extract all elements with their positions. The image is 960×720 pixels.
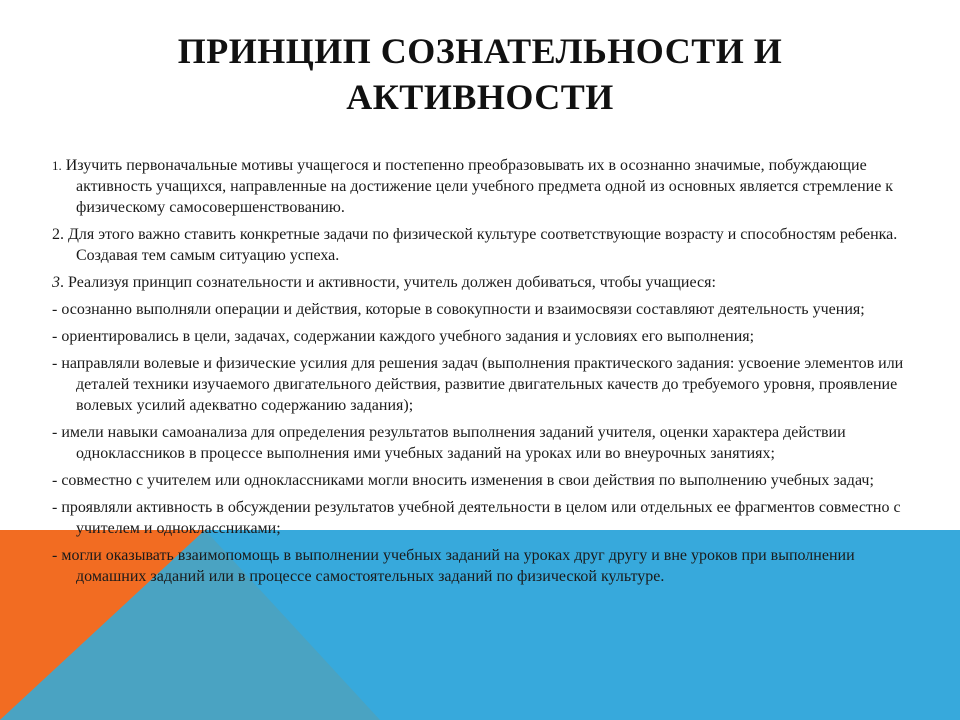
list-item <box>52 326 912 347</box>
list-item <box>52 497 912 539</box>
list-item <box>52 545 912 587</box>
paragraph-1 <box>52 155 912 218</box>
list-item-text: - проявляли активность в обсуждении результатов учебной деятельности в целом или отдельных ее фрагментов совместно с учителем и одноклассниками; <box>52 499 901 537</box>
list-item-text: - ориентировались в цели, задачах, содержании каждого учебного задания и условиях его выполнения; <box>52 328 755 345</box>
list-item-text: - направляли волевые и физические усилия для решения задач (выполнения практического задания: усвоение элементов или деталей техники изучаемого двигательного действия, развитие двигательных качеств до требуемого уровня, проявление волевых усилий адекватно содержанию задания); <box>52 355 904 414</box>
list-item-text: - могли оказывать взаимопомощь в выполнении учебных заданий на уроках друг другу и вне уроков при выполнении домашних заданий или в процессе самостоятельных заданий по физической культуре. <box>52 547 855 585</box>
list-item-text: - имели навыки самоанализа для определения результатов выполнения заданий учителя, оценки характера действии одноклассников в процессе выполнения ими учебных заданий на уроках или во внеурочных занятиях; <box>52 424 846 462</box>
paragraph-text: Изучить первоначальные мотивы учащегося и постепенно преобразовывать их в осознанно значимые, побуждающие активность учащихся, направленные на достижение цели учебного предмета одной из основных является стремление к физическому самосовершенствованию. <box>61 157 894 216</box>
paragraph-text: Для этого важно ставить конкретные задачи по физической культуре соответствующие возрасту и способностям ребенка. Создавая тем самым ситуацию успеха. <box>64 226 898 264</box>
list-item-text: - совместно с учителем или одноклассниками могли вносить изменения в свои действия по выполнению учебных задач; <box>52 472 874 489</box>
list-item <box>52 470 912 491</box>
paragraph-2 <box>52 224 912 266</box>
list-item <box>52 299 912 320</box>
paragraph-text: . Реализуя принцип сознательности и активности, учитель должен добиваться, чтобы учащиеся: <box>60 274 716 291</box>
slide-title-line-1: ПРИНЦИП СОЗНАТЕЛЬНОСТИ И <box>177 31 783 71</box>
slide-title <box>120 28 840 120</box>
list-item <box>52 353 912 416</box>
paragraph-number: 3 <box>52 274 60 291</box>
paragraph-3 <box>52 272 912 293</box>
list-item-text: - осознанно выполняли операции и действия, которые в совокупности и взаимосвязи составляют деятельность учения; <box>52 301 865 318</box>
paragraph-number: 2. <box>52 226 64 243</box>
slide-title-line-2: АКТИВНОСТИ <box>346 77 614 117</box>
paragraph-number: 1. <box>52 158 62 173</box>
body-text <box>52 155 912 593</box>
list-item <box>52 422 912 464</box>
